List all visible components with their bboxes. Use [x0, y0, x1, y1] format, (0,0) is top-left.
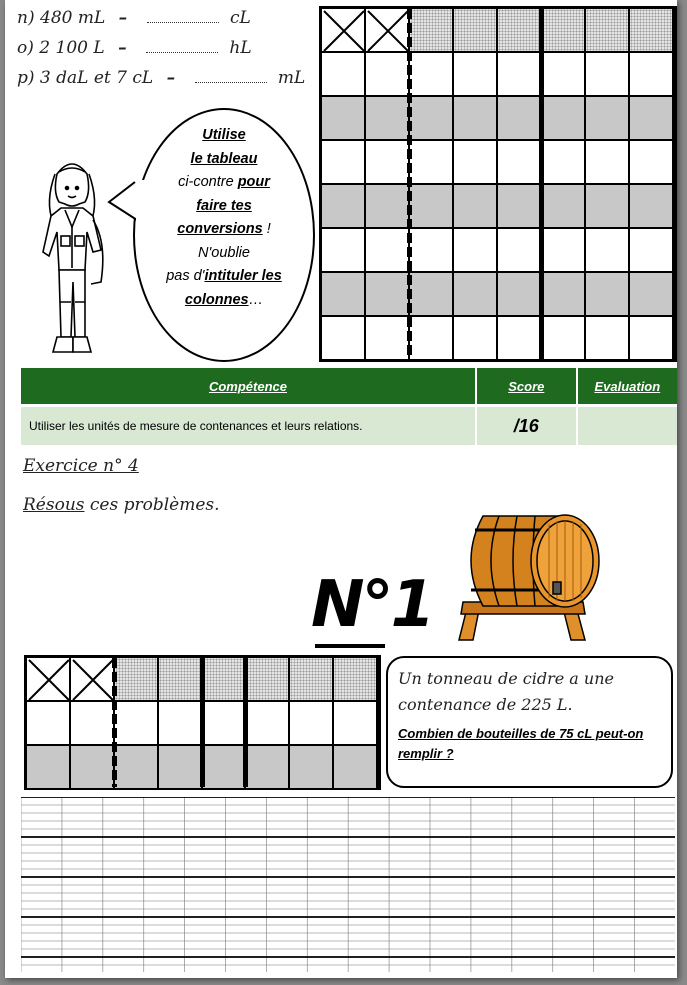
instruction-rest: ces problèmes. — [84, 495, 220, 515]
grid-cell[interactable] — [410, 141, 454, 185]
header-cell[interactable] — [498, 9, 542, 53]
grid-cell[interactable] — [498, 97, 542, 141]
grid-cell[interactable] — [410, 53, 454, 97]
problem-number — [311, 570, 432, 640]
target-unit: cL — [229, 8, 251, 28]
competence-text: Utiliser les unités de mesure de contenances et leurs relations. — [21, 406, 476, 446]
grid-cell[interactable] — [542, 53, 586, 97]
grid-cell[interactable] — [454, 317, 498, 361]
header-cell[interactable] — [115, 658, 159, 702]
grid-cell[interactable] — [630, 141, 674, 185]
grid-cell[interactable] — [542, 141, 586, 185]
grid-cell[interactable] — [542, 317, 586, 361]
grid-cell[interactable] — [454, 185, 498, 229]
grid-cell[interactable] — [498, 185, 542, 229]
exercise-o — [17, 38, 252, 58]
grid-cell[interactable] — [498, 141, 542, 185]
grid-cell[interactable] — [366, 53, 410, 97]
decimal-separator — [112, 658, 117, 787]
crossed-cell — [366, 9, 410, 53]
grid-cell[interactable] — [322, 53, 366, 97]
bubble-text — [155, 124, 293, 312]
small-conversion-table[interactable] — [24, 655, 381, 790]
grid-cell[interactable] — [27, 702, 71, 746]
exercise-value: 480 mL — [40, 8, 106, 28]
header-competence: Compétence — [21, 368, 476, 406]
grid-cell[interactable] — [498, 229, 542, 273]
competence-table — [21, 368, 677, 445]
grid-cell[interactable] — [410, 185, 454, 229]
problem-question: Combien de bouteilles de 75 cL peut-on remplir ? — [398, 726, 644, 761]
grid-cell[interactable] — [586, 229, 630, 273]
grid-cell[interactable] — [586, 185, 630, 229]
grid-cell[interactable] — [454, 229, 498, 273]
grid-cell[interactable] — [410, 317, 454, 361]
grid-cell[interactable] — [203, 746, 247, 790]
bubble-line: faire tes — [196, 197, 252, 214]
evaluation-cell[interactable] — [577, 406, 677, 446]
problem-statement: Un tonneau de cidre a une contenance de 225 L. — [398, 669, 614, 714]
header-cell[interactable] — [542, 9, 586, 53]
exercise-n — [17, 8, 251, 28]
grid-cell[interactable] — [410, 97, 454, 141]
bubble-line: … — [248, 291, 264, 308]
exercise-title — [23, 456, 139, 476]
bubble-line: N'oublie — [198, 244, 250, 261]
problem-box — [386, 656, 673, 788]
conversion-table[interactable] — [319, 6, 677, 362]
grid-cell[interactable] — [27, 746, 71, 790]
bubble-line: ! — [262, 221, 271, 237]
exercise-title-text: Exercice n° 4 — [23, 456, 139, 476]
answer-blank[interactable] — [195, 82, 267, 83]
decimal-separator — [407, 9, 412, 359]
column-separator — [539, 9, 544, 359]
header-evaluation: Evaluation — [577, 368, 677, 406]
grid-cell[interactable] — [630, 185, 674, 229]
crossed-cell — [71, 658, 115, 702]
grid-cell[interactable] — [586, 97, 630, 141]
crossed-cell — [322, 9, 366, 53]
girl-illustration — [27, 152, 117, 362]
grid-cell[interactable] — [630, 97, 674, 141]
grid-cell[interactable] — [498, 273, 542, 317]
bubble-tail — [107, 180, 147, 230]
grid-cell[interactable] — [71, 702, 115, 746]
target-unit: mL — [277, 68, 306, 88]
column-separator — [243, 658, 248, 787]
exercise-value: 3 daL et 7 cL — [39, 68, 154, 88]
grid-cell[interactable] — [115, 746, 159, 790]
grid-cell[interactable] — [246, 702, 290, 746]
grid-cell[interactable] — [290, 746, 334, 790]
grid-cell[interactable] — [542, 97, 586, 141]
bubble-line: ci-contre — [178, 174, 238, 190]
instruction — [23, 495, 220, 515]
answer-blank[interactable] — [146, 52, 218, 53]
column-separator — [200, 658, 205, 787]
bubble-line: pas d' — [166, 268, 205, 284]
header-cell[interactable] — [203, 658, 247, 702]
header-cell[interactable] — [454, 9, 498, 53]
header-cell[interactable] — [246, 658, 290, 702]
grid-cell[interactable] — [542, 185, 586, 229]
grid-cell[interactable] — [334, 746, 378, 790]
exercise-value: 2 100 L — [39, 38, 105, 58]
grid-cell[interactable] — [454, 97, 498, 141]
grid-cell[interactable] — [542, 273, 586, 317]
header-cell[interactable] — [334, 658, 378, 702]
grid-cell[interactable] — [159, 702, 203, 746]
answer-blank[interactable] — [147, 22, 219, 23]
instruction-verb: Résous — [23, 495, 85, 515]
grid-cell[interactable] — [115, 702, 159, 746]
grid-cell[interactable] — [71, 746, 115, 790]
grid-cell[interactable] — [366, 273, 410, 317]
grid-cell[interactable] — [410, 273, 454, 317]
header-cell[interactable] — [290, 658, 334, 702]
grid-cell[interactable] — [322, 273, 366, 317]
problem-number-underline — [315, 644, 385, 648]
grid-cell[interactable] — [454, 53, 498, 97]
worksheet-page — [5, 0, 677, 978]
bubble-line: colonnes — [184, 291, 249, 308]
barrel-illustration — [453, 510, 603, 645]
grid-cell[interactable] — [630, 317, 674, 361]
exercise-letter: n) — [17, 8, 35, 28]
writing-lines[interactable] — [21, 797, 675, 972]
grid-cell[interactable] — [322, 141, 366, 185]
grid-cell[interactable] — [586, 141, 630, 185]
grid-cell[interactable] — [366, 229, 410, 273]
grid-cell[interactable] — [630, 229, 674, 273]
dash-sign: – — [118, 8, 128, 28]
crossed-cell — [27, 658, 71, 702]
header-cell[interactable] — [159, 658, 203, 702]
grid-cell[interactable] — [366, 97, 410, 141]
header-cell[interactable] — [586, 9, 630, 53]
grid-cell[interactable] — [630, 273, 674, 317]
grid-cell[interactable] — [322, 229, 366, 273]
grid-cell[interactable] — [498, 317, 542, 361]
score-value: /16 — [476, 406, 577, 446]
grid-cell[interactable] — [322, 97, 366, 141]
bubble-line: Utilise — [202, 127, 246, 143]
exercise-letter: o) — [17, 38, 34, 58]
grid-cell[interactable] — [246, 746, 290, 790]
bubble-line: pour — [237, 174, 270, 190]
grid-cell[interactable] — [410, 229, 454, 273]
grid-cell[interactable] — [586, 273, 630, 317]
grid-cell[interactable] — [203, 702, 247, 746]
target-unit: hL — [229, 38, 252, 58]
grid-cell[interactable] — [366, 141, 410, 185]
grid-cell[interactable] — [290, 702, 334, 746]
exercise-letter: p) — [17, 68, 35, 88]
grid-cell[interactable] — [586, 317, 630, 361]
bubble-line: le tableau — [190, 150, 258, 167]
grid-cell[interactable] — [454, 273, 498, 317]
grid-cell[interactable] — [322, 317, 366, 361]
grid-cell[interactable] — [454, 141, 498, 185]
grid-cell[interactable] — [542, 229, 586, 273]
grid-cell[interactable] — [630, 53, 674, 97]
grid-cell[interactable] — [366, 317, 410, 361]
bubble-line: intituler les — [204, 268, 282, 284]
bubble-line: conversions — [177, 221, 263, 237]
grid-cell[interactable] — [159, 746, 203, 790]
header-cell[interactable] — [630, 9, 674, 53]
grid-cell[interactable] — [498, 53, 542, 97]
header-score: Score — [476, 368, 577, 406]
grid-cell[interactable] — [322, 185, 366, 229]
exercise-p — [17, 68, 305, 88]
dash-sign: – — [166, 68, 176, 88]
problem-number-text: N°1 — [311, 568, 433, 642]
header-cell[interactable] — [410, 9, 454, 53]
grid-cell[interactable] — [366, 185, 410, 229]
grid-cell[interactable] — [586, 53, 630, 97]
grid-cell[interactable] — [334, 702, 378, 746]
dash-sign: – — [118, 38, 127, 58]
